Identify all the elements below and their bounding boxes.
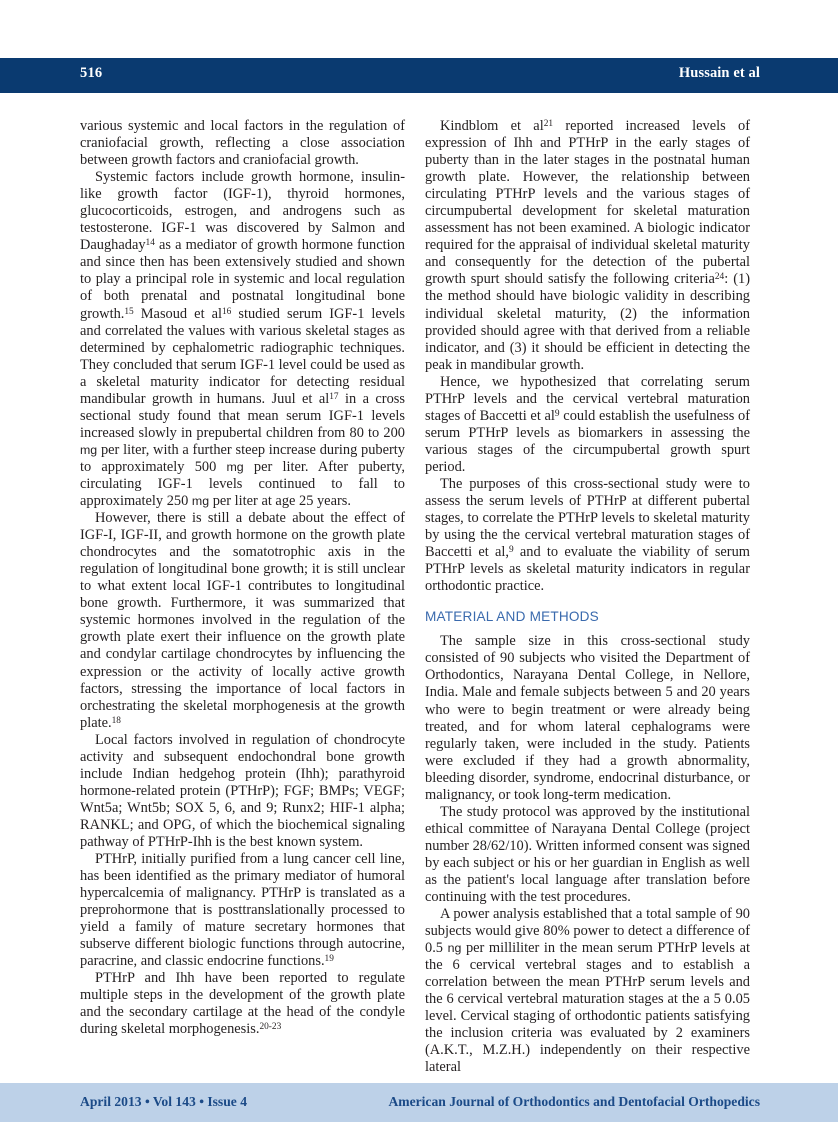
running-head-authors: Hussain et al: [678, 65, 760, 81]
paragraph-p-debate-igf: However, there is still a debate about the effect of IGF-I, IGF-II, and growth hormone on the growth plate chondrocytes and the somatotrophic axis in the regulation of longitudinal bone growth; it is still unclear to what extent local IGF-1 contributes to longitudinal bone growth. Furthermore, it was summarized that systemic hormones involved in the regulation of the growth plate exert their influence on the growth plate and condylar cartilage chondrocytes by influencing the expression or the activity of locally active growth factors, stressing the importance of local factors in orchestrating the skeletal morphogenesis at the growth plate.$^{18}$: [80, 510, 405, 731]
footer-issue-info: April 2013 • Vol 143 • Issue 4: [80, 1094, 248, 1109]
column-left: [80, 118, 406, 1038]
heading-space-below: [425, 624, 750, 633]
paragraph-p-kindblom: Kindblom et $al^{21}$ reported increased levels of expression of Ihh and PTHrP in the early stages of puberty than in the later stages in the postnatal human growth plate. However, the relationship between circulating PTHrP levels and the various stages of circumpubertal development for skeletal maturation assessment has not been examined. A biologic indicator required for the appraisal of individual skeletal maturity and consequently for the detection of the pubertal growth spurt should satisfy the following criteria$^{24}$: (1) the method should have biologic validity in describing individual skeletal maturity, (2) the information provided should agree with that derived from a reliable indicator, and (3) it should be efficient in detecting the peak in mandibular growth.: [425, 118, 750, 373]
paragraph-p-power-analysis: A power analysis established that a total sample of 90 subjects would give 80% power to detect a difference of 0.5 ng per milliliter in the mean serum PTHrP levels at the 6 cervical vertebral stages and to establish a correlation between the mean PTHrP serum levels and the 6 cervical vertebral maturation stages at the a 5 0.05 level. Cervical staging of orthodontic patients satisfying the inclusion criteria was evaluated by 2 examiners (A.K.T., M.Z.H.) independently on their respective lateral: [425, 906, 750, 1076]
paragraph-p-sample-size: The sample size in this cross-sectional study consisted of 90 subjects who visited the Department of Orthodontics, Narayana Dental College, in Nellore, India. Male and female subjects between 5 and 20 years who were to begin treatment or were already being treated, and for whom lateral cephalograms were regularly taken, were included in the study. Patients were excluded if they had a growth abnormality, bleeding disorder, syndrome, endocrinal disturbance, or malignancy, or took long-term medication.: [425, 633, 750, 803]
paragraph-p-pthrp-ihh-regulate: PTHrP and Ihh have been reported to regulate multiple steps in the development of the growth plate and the secondary cartilage at the head of the condyle during skeletal morphogenesis.$^{20-23}$: [80, 970, 405, 1038]
running-head-band: [0, 58, 838, 93]
paragraph-p-study-protocol: The study protocol was approved by the institutional ethical committee of Narayana Dental College (project number 28/62/10). Written informed consent was signed by each subject or his or her guardian in English as well as the patient's local language after translation before continuing with the test procedures.: [425, 803, 750, 906]
column-right: [425, 118, 750, 1076]
page-body: [80, 118, 760, 1076]
footer-journal-title: American Journal of Orthodontics and Dentofacial Orthopedics: [388, 1094, 760, 1109]
paragraph-p-pthrp-purified: PTHrP, initially purified from a lung cancer cell line, has been identified as the primary mediator of humoral hypercalcemia of malignancy. PTHrP is translated as a preprohormone that is posttranslationally processed to yield a family of mature secretary hormones that subserve different biologic functions through autocrine, paracrine, and classic endocrine functions.$^{19}$: [80, 851, 405, 970]
running-head-inner: [0, 58, 838, 93]
page-footer-inner: [0, 1083, 838, 1122]
page-footer-band: [0, 1083, 838, 1122]
paragraph-p-local-factors: Local factors involved in regulation of chondrocyte activity and subsequent endochondral bone growth include Indian hedgehog protein (Ihh); parathyroid hormone-related protein (PTHrP); FGF; BMPs; VEGF; Wnt5a; Wnt5b; SOX 5, 6, and 9; Runx2; HIF-1 alpha; RANKL; and OPG, of which the biochemical signaling pathway of PTHrP-Ihh is the best known system.: [80, 731, 405, 850]
paragraph-p-continuation-growth-factors: various systemic and local factors in the regulation of craniofacial growth, reflecting a close association between growth factors and craniofacial growth.: [80, 118, 405, 169]
page-number: 516: [80, 65, 103, 81]
paragraph-p-purposes: The purposes of this cross-sectional study were to assess the serum levels of PTHrP at different pubertal stages, to correlate the PTHrP levels to skeletal maturity by using the the cervical vertebral maturation stages of Baccetti et al,$^9$ and to evaluate the viability of serum PTHrP levels as skeletal maturity indicators in regular orthodontic practice.: [425, 475, 750, 595]
paragraph-p-systemic-factors: Systemic factors include growth hormone, insulin-like growth factor (IGF-1), thyroid hormones, glucocorticoids, estrogen, and androgens such as testosterone. IGF-1 was discovered by Salmon and Daughaday$^{14}$ as a mediator of growth hormone function and since then has been extensively studied and shown to play a principal role in systemic and local regulation of both prenatal and postnatal longitudinal bone growth.$^{15}$ Masoud et $al^{16}$ studied serum IGF-1 levels and correlated the values with various skeletal stages as determined by cephalometric radiographic techniques. They concluded that serum IGF-1 level could be used as a skeletal maturity indicator for detecting residual mandibular growth in humans. Juul et $al^{17}$ in a cross sectional study found that mean serum IGF-1 levels increased slowly in prepubertal children from 80 to 200 mg per liter, with a further steep increase during puberty to approximately 500 mg per liter. After puberty, circulating IGF-1 levels continued to fall to approximately 250 mg per liter at age 25 years.: [80, 169, 406, 510]
heading-space-above: [425, 595, 750, 609]
section-heading-material-and-methods: MATERIAL AND METHODS: [425, 609, 599, 625]
paragraph-p-hypothesis: Hence, we hypothesized that correlating serum PTHrP levels and the cervical vertebral maturation stages of Baccetti et $al^9$ could establish the usefulness of serum PTHrP levels as biomarkers in assessing the various stages of the circumpubertal growth spurt period.: [425, 373, 750, 475]
